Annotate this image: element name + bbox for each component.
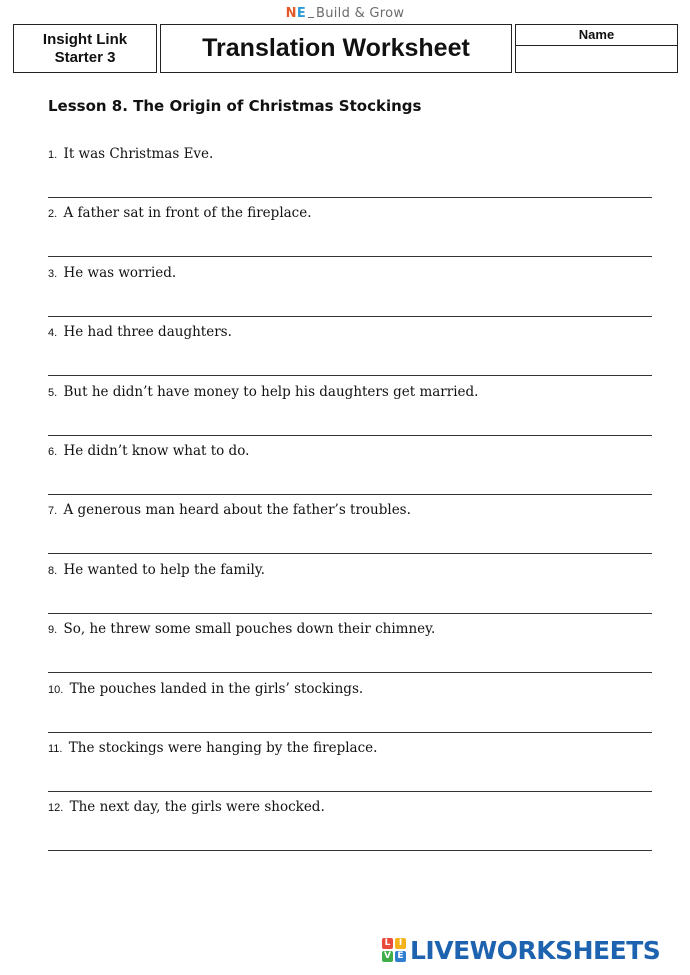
sentence-body: The next day, the girls were shocked. (69, 799, 325, 816)
sentence-item (48, 494, 652, 553)
sentence-number: 10. (48, 683, 64, 696)
course-name: Insight Link (42, 30, 128, 48)
answer-line[interactable] (48, 651, 652, 673)
logo-tile: V (382, 951, 393, 962)
answer-line[interactable] (48, 295, 652, 317)
answer-line[interactable] (48, 176, 652, 198)
sentence-text (48, 146, 213, 162)
sentence-number: 6. (48, 445, 58, 458)
sentence-text (48, 265, 176, 281)
sentence-body: So, he threw some small pouches down their chimney. (63, 621, 436, 638)
logo-tile: I (395, 938, 406, 949)
answer-line[interactable] (48, 829, 652, 851)
sentence-text (48, 562, 265, 578)
sentence-body: The pouches landed in the girls’ stockings. (69, 680, 364, 697)
sentence-item (48, 613, 652, 672)
name-box (515, 24, 678, 73)
answer-line[interactable] (48, 711, 652, 733)
sentence-item (48, 791, 652, 850)
sentence-text (48, 384, 478, 400)
sentence-item (48, 257, 652, 316)
sentence-text (48, 205, 312, 221)
sentence-number: 11. (48, 742, 63, 755)
name-label: Name (516, 25, 677, 46)
sentence-body: A generous man heard about the father’s troubles. (63, 502, 411, 519)
sentence-number: 8. (48, 564, 58, 577)
sentence-number: 12. (48, 802, 64, 815)
sentence-text (48, 502, 411, 518)
answer-line[interactable] (48, 770, 652, 792)
sentence-number: 5. (48, 386, 58, 399)
sentence-number: 3. (48, 267, 58, 280)
liveworksheets-logo (382, 935, 660, 965)
sentence-text (48, 799, 325, 815)
sentence-item (48, 435, 652, 494)
sentence-body: He didn’t know what to do. (63, 442, 250, 459)
worksheet-title: Translation Worksheet (160, 24, 512, 73)
sentence-body: A father sat in front of the fireplace. (63, 205, 312, 222)
sentence-number: 2. (48, 208, 58, 221)
liveworksheets-wordmark: LIVEWORKSHEETS (410, 935, 661, 965)
sentence-text (48, 621, 435, 637)
sentence-body: He was worried. (63, 264, 177, 281)
answer-line[interactable] (48, 473, 652, 495)
live-logo-icon (382, 938, 406, 962)
course-box (13, 24, 157, 73)
publisher-tagline: Build & Grow (316, 6, 405, 21)
sentence-body: It was Christmas Eve. (63, 146, 214, 162)
sentence-body: He had three daughters. (63, 324, 232, 341)
course-level: Starter 3 (54, 48, 116, 66)
sentence-number: 9. (48, 624, 58, 637)
sentence-text (48, 681, 363, 697)
sentence-text (48, 443, 249, 459)
sentence-item (48, 316, 652, 375)
publisher-brand (0, 6, 690, 21)
name-field[interactable] (516, 46, 677, 73)
sentence-number: 7. (48, 505, 58, 518)
lesson-title: Lesson 8. The Origin of Christmas Stockings (48, 97, 422, 115)
sentence-item (48, 673, 652, 732)
answer-line[interactable] (48, 414, 652, 436)
publisher-logo: NE (285, 6, 306, 21)
sentence-text (48, 324, 232, 340)
sentence-text (48, 740, 377, 756)
sentence-body: But he didn’t have money to help his daughters get married. (63, 383, 479, 400)
sentence-number: 1. (48, 149, 58, 161)
answer-line[interactable] (48, 592, 652, 614)
answer-line[interactable] (48, 532, 652, 554)
sentence-item (48, 138, 652, 197)
sentence-body: The stockings were hanging by the fireplace. (68, 739, 378, 756)
sentence-list (48, 138, 652, 851)
sentence-item (48, 197, 652, 256)
logo-tile: L (382, 938, 393, 949)
sentence-body: He wanted to help the family. (63, 561, 265, 578)
answer-line[interactable] (48, 235, 652, 257)
answer-line[interactable] (48, 354, 652, 376)
logo-tile: E (395, 951, 406, 962)
sentence-item (48, 732, 652, 791)
sentence-number: 4. (48, 327, 58, 340)
sentence-item (48, 554, 652, 613)
sentence-item (48, 376, 652, 435)
